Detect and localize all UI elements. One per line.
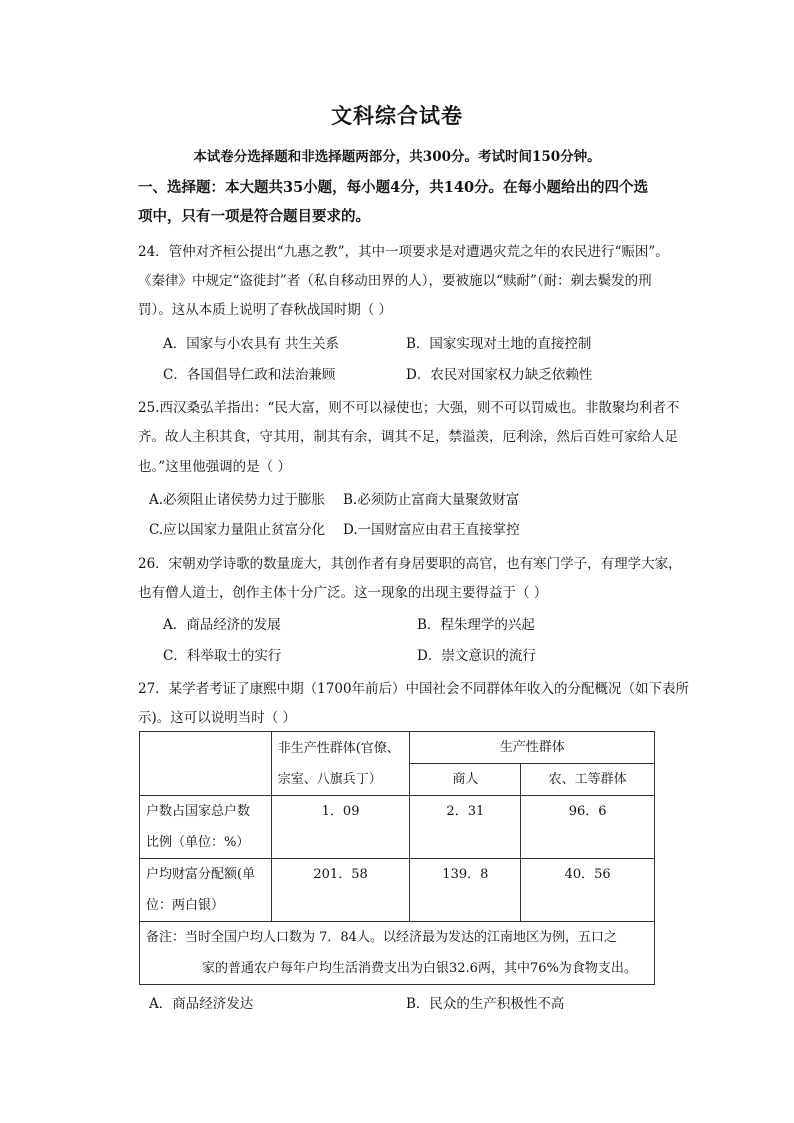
q26-option-d: D．崇文意识的流行 [417, 648, 536, 664]
table-corner-cell [140, 732, 272, 796]
q25-stem-line3: 也。”这里他强调的是（ ） [138, 459, 291, 475]
q25-stem-line1: 25.西汉桑弘羊指出：“民大富，则不可以禄使也；大强，则不可以罚威也。非散聚均利者不 [138, 400, 680, 416]
q26-option-c: C．科举取士的实行 [163, 648, 282, 664]
exam-instructions: 本试卷分选择题和非选择题两部分，共300分。考试时间150分钟。 [193, 149, 601, 165]
page-title: 文科综合试卷 [331, 103, 463, 128]
q24-option-c: C．各国倡导仁政和法治兼顾 [163, 367, 336, 383]
q25-option-a: A.必须阻止诸侯势力过于膨胀 [149, 492, 326, 508]
q24-stem-line1: 24．管仲对齐桓公提出“九惠之教”，其中一项要求是对遭遇灾荒之年的农民进行“赈困”。 [138, 244, 669, 260]
row-label-household-share: 户数占国家总户数 比例（单位：%） [140, 796, 272, 859]
row-label-wealth-per-household: 户均财富分配额(单 位：两白银） [140, 859, 272, 922]
q24-option-b: B．国家实现对土地的直接控制 [406, 336, 592, 352]
q24-stem-line3: 罚）。这从本质上说明了春秋战国时期（ ） [138, 302, 393, 318]
q26-option-b: B．程朱理学的兴起 [417, 617, 535, 633]
q26-stem-line1: 26．宋朝劝学诗歌的数量庞大，其创作者有身居要职的高官，也有寒门学子，有理学大家， [138, 556, 682, 572]
q25-option-c: C.应以国家力量阻止贫富分化 [149, 522, 326, 538]
q26-option-a: A．商品经济的发展 [163, 617, 281, 633]
table-row [140, 859, 655, 922]
q24-option-d: D．农民对国家权力缺乏依赖性 [406, 367, 593, 383]
income-distribution-table [139, 731, 655, 985]
nonproductive-group-header: 非生产性群体(官僚、 宗室、八旗兵丁） [271, 732, 410, 796]
table-cell: 201．58 [271, 859, 410, 922]
q25-stem-line2: 齐。故人主积其食，守其用，制其有余，调其不足，禁溢羡，厄利涂，然后百姓可家给人足 [138, 429, 678, 445]
q25-option-d: D.一国财富应由君王直接掌控 [343, 522, 520, 538]
table-cell: 40．56 [521, 859, 655, 922]
section-heading-line1: 一、选择题：本大题共35小题，每小题4分，共140分。在每小题给出的四个选 [138, 179, 649, 196]
table-cell: 139．8 [410, 859, 521, 922]
q27-option-b: B．民众的生产积极性不高 [406, 996, 565, 1012]
table-note: 备注：当时全国户均人口数为 7．84人。以经济最为发达的江南地区为例，五口之 家的普通农户每年户均生活消费支出为白银32.6两，其中76%为食物支出。 [140, 922, 655, 985]
q27-stem-line1: 27．某学者考证了康熙中期（1700年前后）中国社会不同群体年收入的分配概况（如下表所 [138, 681, 690, 697]
table-cell: 96．6 [521, 796, 655, 859]
table-cell: 2．31 [410, 796, 521, 859]
table-cell: 1．09 [271, 796, 410, 859]
q27-option-a: A．商品经济发达 [149, 996, 254, 1012]
q24-stem-line2: 《秦律》中规定“盗徙封”者（私自移动田界的人），要被施以“赎耐”（耐：剃去鬓发的刑 [138, 273, 652, 289]
table-header-row [140, 732, 655, 764]
q24-option-a: A．国家与小农具有 共生关系 [163, 336, 340, 352]
table-row [140, 796, 655, 859]
section-heading-line2: 项中，只有一项是符合题目要求的。 [138, 208, 370, 225]
merchant-header: 商人 [410, 764, 521, 796]
farmer-worker-header: 农、工等群体 [521, 764, 655, 796]
q26-stem-line2: 也有僧人道士，创作主体十分广泛。这一现象的出现主要得益于（ ） [138, 585, 548, 601]
q27-stem-line2: 示)。这可以说明当时（ ） [138, 710, 297, 726]
table-note-row [140, 922, 655, 985]
productive-group-header: 生产性群体 [410, 732, 655, 764]
q25-option-b: B.必须防止富商大量聚敛财富 [343, 492, 520, 508]
